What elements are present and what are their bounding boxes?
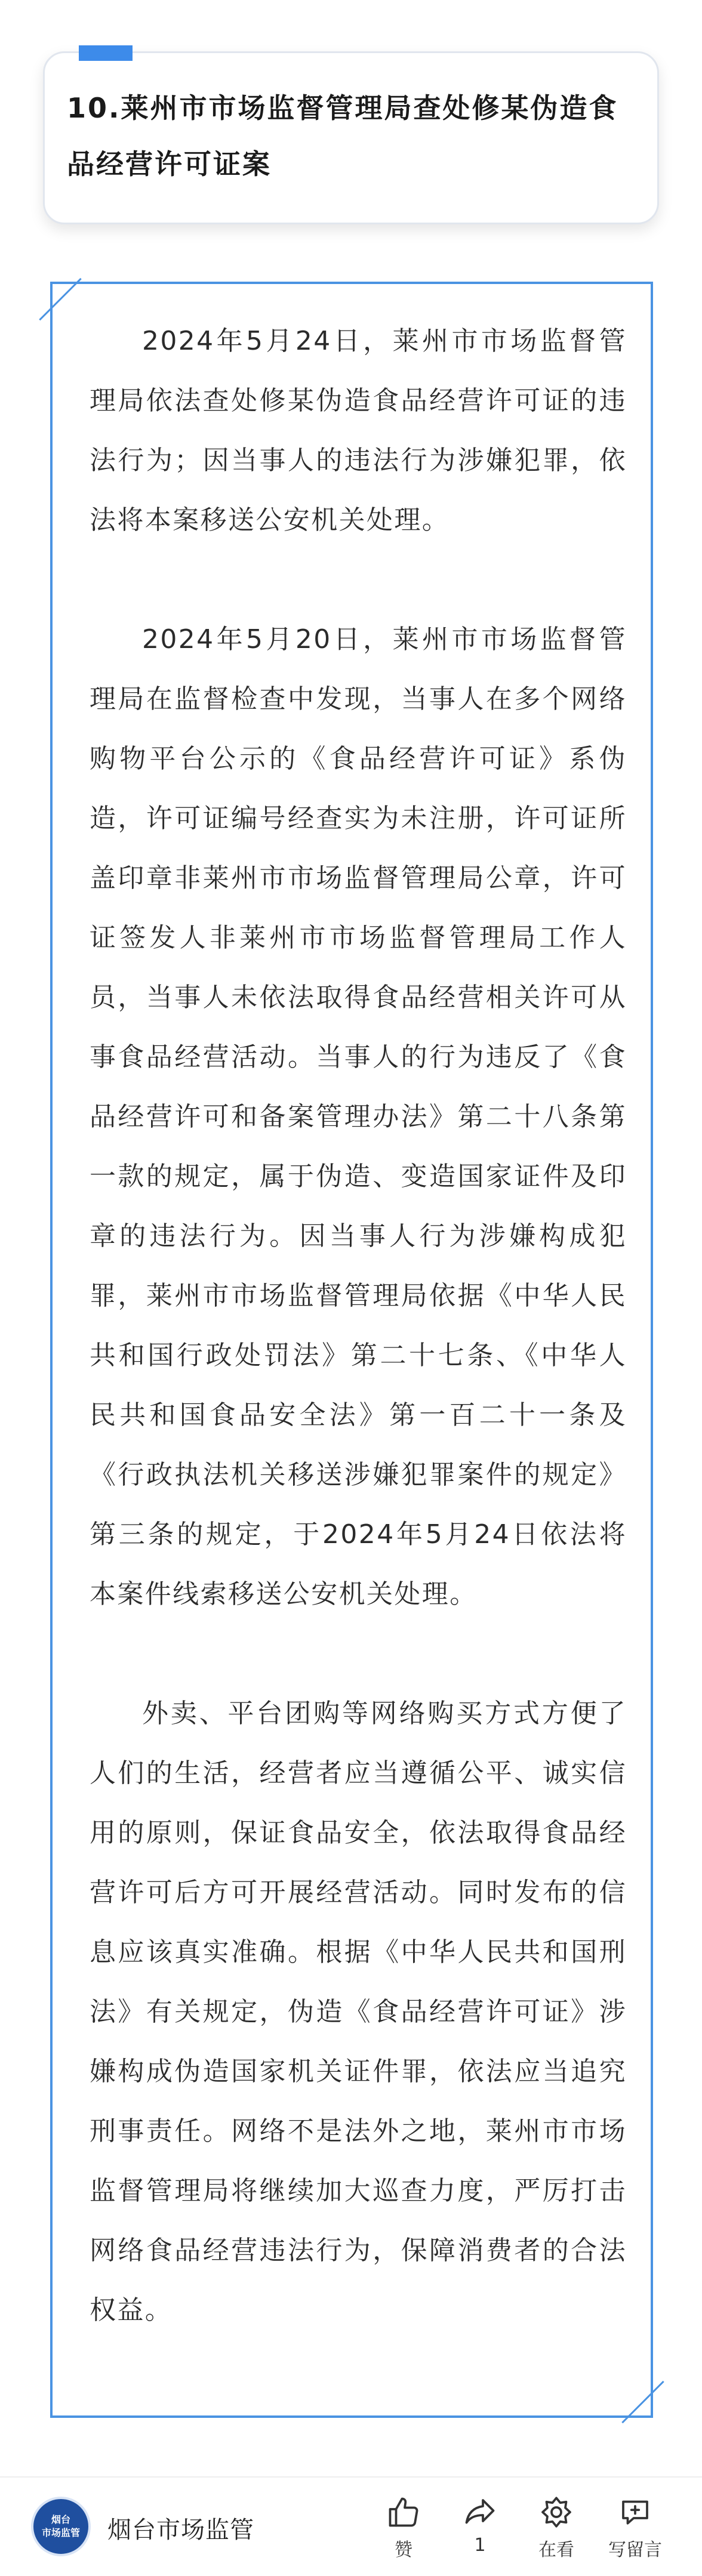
like-button[interactable] [368,2494,439,2566]
avatar-text-line-1: 烟台 [51,2514,70,2525]
article-title: 10.莱州市市场监督管理局查处修某伪造食品经营许可证案 [67,92,618,180]
share-count: 1 [474,2535,486,2556]
share-button[interactable] [444,2494,516,2566]
share-arrow-icon [462,2494,498,2530]
wow-button[interactable] [521,2494,592,2566]
article-body [90,311,627,2340]
comment-label: 写留言 [608,2540,662,2560]
avatar-text-line-2: 市场监管 [41,2527,80,2538]
article-paragraph-2: 2024年5月20日，莱州市市场监督管理局在监督检查中发现，当事人在多个网络购物平台公示的《食品经营许可证》系伪造，许可证编号经查实为未注册，许可证所盖印章非莱州市市场监督管理局公章，许可证签发人非莱州市市场监督管理局工作人员，当事人未依法取得食品经营相关许可从事食品经营活动。当事人的行为违反了《食品经营许可和备案管理办法》第二十八条第一款的规定，属于伪造、变造国家证件及印章的违法行为。因当事人行为涉嫌构成犯罪，莱州市市场监督管理局依据《中华人民共和国行政处罚法》第二十七条、《中华人民共和国食品安全法》第一百二十一条及《行政执法机关移送涉嫌犯罪案件的规定》第三条的规定，于2024年5月24日依法将本案件线索移送公安机关处理。 [90,624,627,1609]
like-label: 赞 [395,2540,412,2560]
wow-flower-icon [538,2494,574,2530]
comment-button[interactable] [599,2494,671,2566]
bottom-action-bar [0,2476,702,2576]
article-paragraph-3: 外卖、平台团购等网络购买方式方便了人们的生活，经营者应当遵循公平、诚实信用的原则，保证食品安全，依法取得食品经营许可后方可开展经营活动。同时发布的信息应该真实准确。根据《中华人民共和国刑法》有关规定，伪造《食品经营许可证》涉嫌构成伪造国家机关证件罪，依法应当追究刑事责任。网络不是法外之地，莱州市市场监督管理局将继续加大巡查力度，严厉打击网络食品经营违法行为，保障消费者的合法权益。 [90,1698,627,2325]
comment-plus-icon [617,2494,653,2530]
account-name[interactable]: 烟台市场监管 [107,2516,254,2544]
account-avatar[interactable] [31,2497,91,2556]
title-accent-bar [79,45,133,61]
article-paragraph-1: 2024年5月24日，莱州市市场监督管理局依法查处修某伪造食品经营许可证的违法行为；因当事人的违法行为涉嫌犯罪，依法将本案移送公安机关处理。 [90,326,627,535]
thumbs-up-icon [386,2494,421,2530]
wow-label: 在看 [538,2540,574,2560]
